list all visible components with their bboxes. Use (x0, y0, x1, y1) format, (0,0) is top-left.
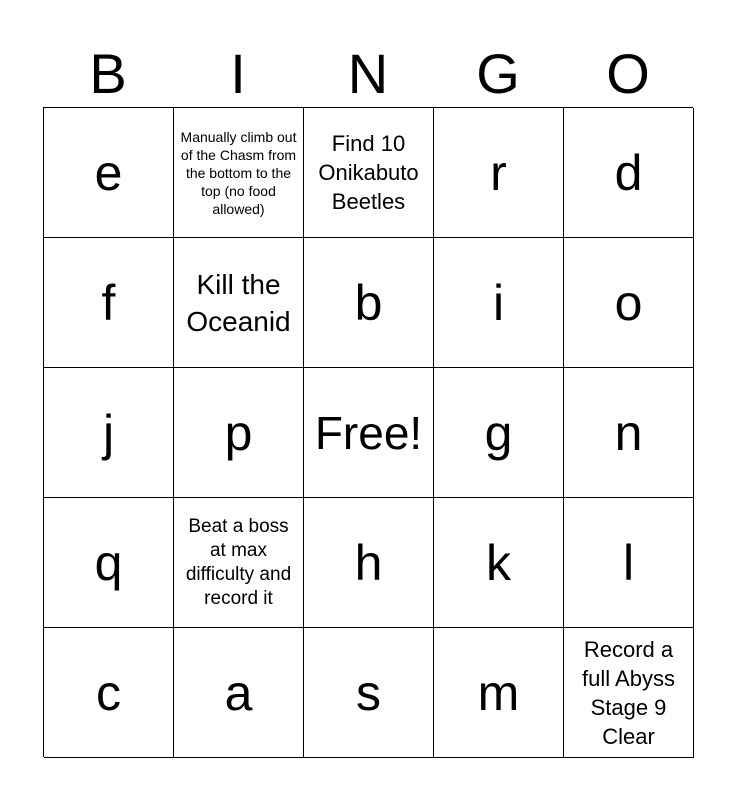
bingo-cell-r1-c2[interactable] (174, 108, 304, 238)
bingo-cell-r4-c1[interactable] (44, 498, 174, 628)
bingo-cell-r2-c2[interactable] (174, 238, 304, 368)
header-letter-i: I (230, 42, 246, 105)
header-letter-o: O (606, 42, 650, 105)
cell-text: e (94, 144, 123, 201)
bingo-cell-r2-c4[interactable] (434, 238, 564, 368)
cell-text: b (354, 274, 383, 331)
cell-text: p (224, 404, 253, 461)
bingo-cell-r3-c1[interactable] (44, 368, 174, 498)
bingo-cell-r2-c1[interactable] (44, 238, 174, 368)
bingo-cell-r2-c3[interactable] (304, 238, 434, 368)
bingo-cell-r3-c2[interactable] (174, 368, 304, 498)
cell-text: n (614, 404, 643, 461)
cell-text: m (477, 664, 520, 721)
bingo-board (43, 107, 693, 757)
free-space-text: Free! (314, 406, 423, 459)
bingo-cell-r1-c1[interactable] (44, 108, 174, 238)
cell-text: c (96, 664, 121, 721)
bingo-cell-r5-c4[interactable] (434, 628, 564, 758)
cell-text: o (614, 274, 643, 331)
cell-text: Kill the Oceanid (186, 268, 291, 337)
bingo-cell-r5-c3[interactable] (304, 628, 434, 758)
bingo-cell-r4-c2[interactable] (174, 498, 304, 628)
bingo-cell-r3-c5[interactable] (564, 368, 694, 498)
cell-text: h (354, 534, 383, 591)
cell-text: Find 10 Onikabuto Beetles (318, 131, 419, 214)
bingo-cell-r1-c4[interactable] (434, 108, 564, 238)
bingo-cell-free[interactable] (304, 368, 434, 498)
cell-text: j (102, 404, 115, 461)
cell-text: a (224, 664, 253, 721)
bingo-cell-r4-c4[interactable] (434, 498, 564, 628)
cell-text: s (356, 664, 381, 721)
cell-text: f (101, 274, 116, 331)
cell-text: k (486, 534, 511, 591)
bingo-cell-r5-c5[interactable] (564, 628, 694, 758)
bingo-cell-r1-c5[interactable] (564, 108, 694, 238)
bingo-cell-r3-c4[interactable] (434, 368, 564, 498)
header-letter-n: N (347, 42, 389, 105)
cell-text: l (622, 534, 635, 591)
bingo-cell-r4-c3[interactable] (304, 498, 434, 628)
cell-text: q (94, 534, 123, 591)
cell-text: Beat a boss at max difficulty and record it (185, 515, 292, 609)
bingo-cell-r5-c1[interactable] (44, 628, 174, 758)
cell-text: Manually climb out of the Chasm from the bottom to the top (no food allowed) (180, 128, 297, 217)
cell-text: r (490, 144, 507, 201)
bingo-cell-r2-c5[interactable] (564, 238, 694, 368)
cell-text: g (484, 404, 513, 461)
bingo-header (43, 40, 693, 108)
cell-text: Record a full Abyss Stage 9 Clear (582, 636, 675, 749)
bingo-cell-r5-c2[interactable] (174, 628, 304, 758)
bingo-cell-r4-c5[interactable] (564, 498, 694, 628)
bingo-cell-r1-c3[interactable] (304, 108, 434, 238)
header-letter-b: B (89, 42, 127, 105)
header-letter-g: G (476, 42, 520, 105)
cell-text: d (614, 144, 643, 201)
cell-text: i (492, 274, 505, 331)
